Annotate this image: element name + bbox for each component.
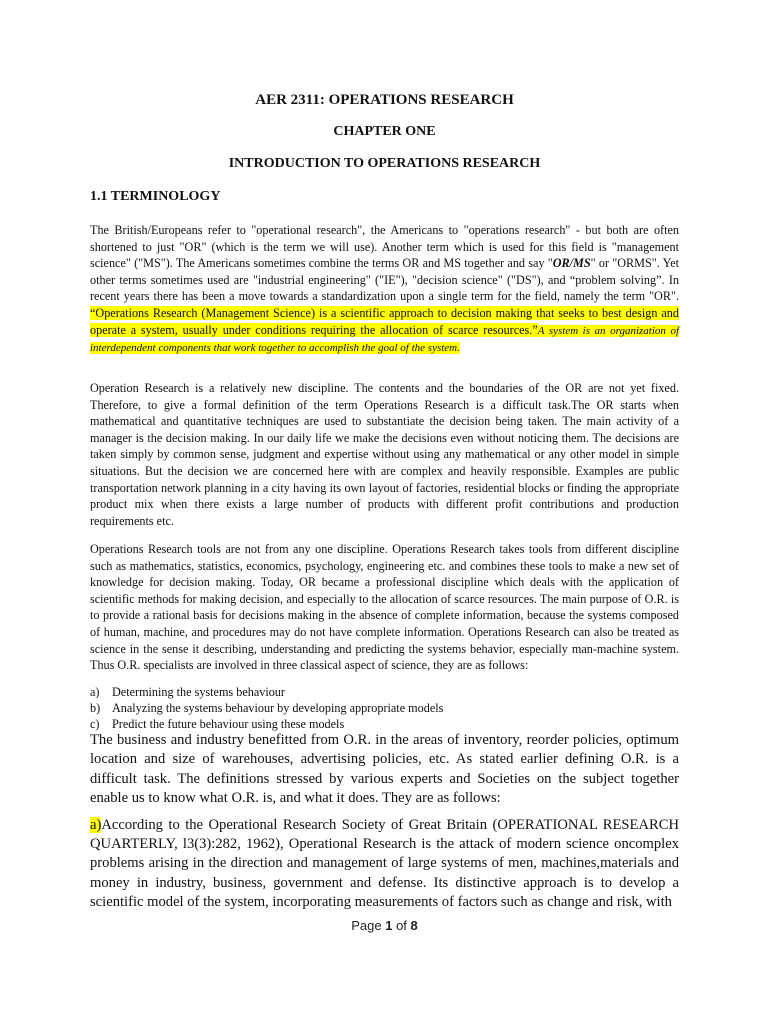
page-number-current: 1 <box>385 918 393 933</box>
highlighted-system-definition: A system is an organization of interdependent components that work together to accomplish the goal of the system. <box>90 324 680 355</box>
highlighted-definition: “Operations Research (Management Science) is a scientific approach to decision making that seeks to best design and operate a system, usually under conditions requiring the allocation of scarce resources.” <box>90 305 679 337</box>
definition-text: According to the Operational Research Society of Great Britain (OPERATIONAL RESEARCH QUARTERLY, l3(3):282, 1962), Operational Research is the attack of modern science oncomplex problems arising in the direction and management of large systems of men, machines,materials and money in industry, business, government and defense. Its distinctive approach is to develop a scientific model of the system, incorporating measurements of factors such as change and risk, with <box>90 817 679 910</box>
document-title: AER 2311: OPERATIONS RESEARCH <box>255 92 514 108</box>
p1-text-a: The British/Europeans refer to "operational research", the Americans to "operations research" - but both are often shortened to just "OR" (which is the term we will use). Another term which is used for this field is "management science" ("MS"). The Americans sometimes combine the terms OR and MS together and say " <box>90 223 679 271</box>
list-item-text: Determining the systems behaviour <box>112 685 285 699</box>
chapter-title: INTRODUCTION TO OPERATIONS RESEARCH <box>228 156 541 171</box>
footer-prefix: Page <box>351 918 386 933</box>
definition-marker: a) <box>90 817 102 833</box>
list-item <box>90 684 443 700</box>
footer-of: of <box>392 918 411 933</box>
p1-ormS-term: OR/MS <box>552 256 591 271</box>
aspects-list <box>90 684 443 732</box>
list-item <box>90 700 443 716</box>
page-footer <box>90 918 679 933</box>
list-item-text: Analyzing the systems behaviour by developing appropriate models <box>112 701 444 715</box>
page-number-total: 8 <box>410 918 418 933</box>
list-marker: c) <box>90 717 100 731</box>
document-page <box>90 0 679 1024</box>
list-marker: a) <box>90 685 100 699</box>
tools-paragraph: Operations Research tools are not from any one discipline. Operations Research takes tools from different discipline such as mathematics, statistics, economics, psychology, engineering etc. and combines these tools to make a new set of knowledge for decision making. Today, OR became a professional discipline which deals with the application of scientific methods for making decision, and especially to the allocation of scarce resources. The main purpose of O.R. is to provide a rational basis for decisions making in the absence of complete information, because the systems composed of human, machine, and procedures may do not have complete information. Operations Research can also be treated as science in the sense it describing, understanding and predicting the systems behavior, especially man-machine system. Thus O.R. specialists are involved in three classical aspect of science, they are as follows: <box>90 542 679 673</box>
section-heading: 1.1 TERMINOLOGY <box>90 189 221 204</box>
p1-text-c: " or "ORMS". Yet other terms sometimes used are "industrial engineering" ("IE"), "decision science" ("DS"), and “problem solving”. In recent years there has been a move towards a standardization upon a single term for the field, namely the term "OR". <box>90 256 679 304</box>
list-item-text: Predict the future behaviour using these models <box>112 717 345 731</box>
terminology-paragraph <box>90 222 679 357</box>
discipline-paragraph: Operation Research is a relatively new discipline. The contents and the boundaries of the OR are not yet fixed. Therefore, to give a formal definition of the term Operations Research is a difficult task.The OR starts when mathematical and quantitative techniques are used to substantiate the decision being taken. The main activity of a manager is the decision making. In our daily life we make the decisions even without noticing them. The decisions are taken simply by common sense, judgment and expertise without using any mathematical or any other model in simple situations. But the decision we are concerned here with are complex and heavily responsible. Examples are public transportation network planning in a city having its own layout of factories, residential blocks or finding the appropriate product mix when there exists a large number of products with different profit contributions and production requirements etc. <box>90 381 679 528</box>
business-paragraph: The business and industry benefitted from O.R. in the areas of inventory, reorder policies, optimum location and size of warehouses, advertising policies, etc. As stated earlier defining O.R. is a difficult task. The definitions stressed by various experts and Societies on the subject together enable us to know what O.R. is, and what it does. They are as follows: <box>90 732 679 807</box>
chapter-number: CHAPTER ONE <box>333 124 436 139</box>
list-item <box>90 716 443 732</box>
definition-a-paragraph <box>90 816 679 912</box>
list-marker: b) <box>90 701 101 715</box>
